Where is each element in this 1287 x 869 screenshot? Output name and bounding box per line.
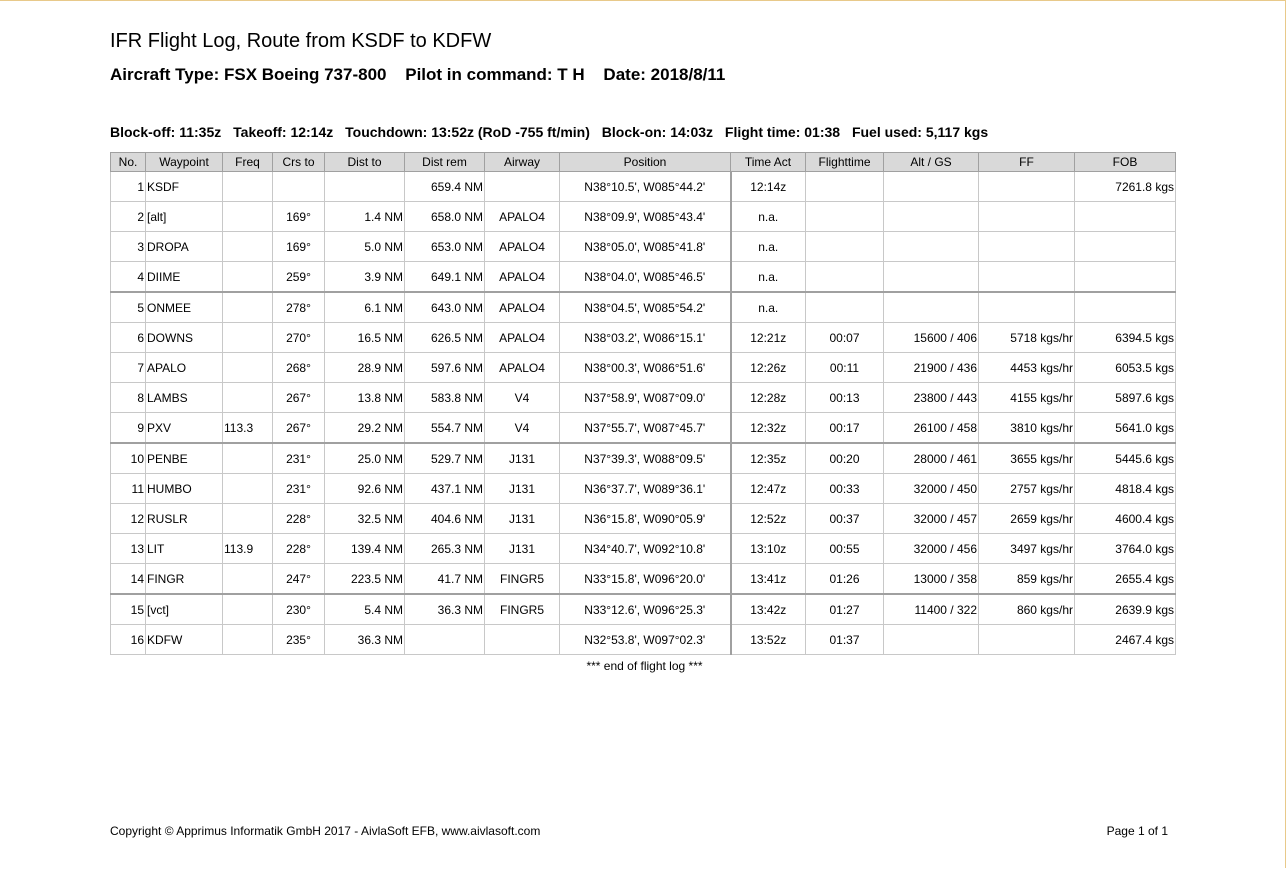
cell-no: 13 <box>111 534 146 564</box>
cell-ff: 860 kgs/hr <box>979 594 1075 625</box>
column-header-airway: Airway <box>485 153 560 172</box>
cell-freq <box>223 202 273 232</box>
column-header-crs-to: Crs to <box>273 153 325 172</box>
cell-ff <box>979 262 1075 293</box>
cell-fob: 5445.6 kgs <box>1075 443 1176 474</box>
cell-airway <box>485 172 560 202</box>
cell-alt-gs: 32000 / 457 <box>884 504 979 534</box>
cell-freq <box>223 564 273 595</box>
cell-flighttime <box>806 292 884 323</box>
cell-position: N38°09.9', W085°43.4' <box>560 202 731 232</box>
cell-position: N37°39.3', W088°09.5' <box>560 443 731 474</box>
cell-waypoint: DIIME <box>146 262 223 293</box>
cell-ff <box>979 625 1075 655</box>
cell-crs-to: 230° <box>273 594 325 625</box>
cell-no: 7 <box>111 353 146 383</box>
cell-flighttime <box>806 172 884 202</box>
cell-waypoint: FINGR <box>146 564 223 595</box>
cell-alt-gs: 11400 / 322 <box>884 594 979 625</box>
cell-position: N37°58.9', W087°09.0' <box>560 383 731 413</box>
cell-ff <box>979 232 1075 262</box>
cell-no: 12 <box>111 504 146 534</box>
cell-flighttime: 00:37 <box>806 504 884 534</box>
cell-airway: APALO4 <box>485 262 560 293</box>
table-row <box>111 594 1176 625</box>
cell-dist-to <box>325 172 405 202</box>
cell-time-act: n.a. <box>731 232 806 262</box>
cell-dist-rem: 554.7 NM <box>405 413 485 444</box>
cell-crs-to: 270° <box>273 323 325 353</box>
cell-fob: 6053.5 kgs <box>1075 353 1176 383</box>
cell-dist-to: 5.0 NM <box>325 232 405 262</box>
cell-waypoint: DOWNS <box>146 323 223 353</box>
cell-fob: 7261.8 kgs <box>1075 172 1176 202</box>
cell-fob: 3764.0 kgs <box>1075 534 1176 564</box>
cell-airway: APALO4 <box>485 202 560 232</box>
cell-waypoint: [alt] <box>146 202 223 232</box>
cell-no: 15 <box>111 594 146 625</box>
cell-ff: 859 kgs/hr <box>979 564 1075 595</box>
cell-freq <box>223 474 273 504</box>
cell-dist-rem: 437.1 NM <box>405 474 485 504</box>
cell-freq <box>223 353 273 383</box>
table-row <box>111 202 1176 232</box>
flight-date: Date: 2018/8/11 <box>603 65 726 84</box>
cell-time-act: 13:52z <box>731 625 806 655</box>
cell-dist-to: 25.0 NM <box>325 443 405 474</box>
table-row <box>111 262 1176 293</box>
cell-airway: J131 <box>485 504 560 534</box>
cell-waypoint: DROPA <box>146 232 223 262</box>
cell-no: 6 <box>111 323 146 353</box>
cell-fob: 2655.4 kgs <box>1075 564 1176 595</box>
cell-dist-rem: 36.3 NM <box>405 594 485 625</box>
cell-fob: 2467.4 kgs <box>1075 625 1176 655</box>
cell-freq <box>223 443 273 474</box>
cell-crs-to <box>273 172 325 202</box>
cell-crs-to: 268° <box>273 353 325 383</box>
cell-airway: J131 <box>485 443 560 474</box>
cell-time-act: 12:14z <box>731 172 806 202</box>
cell-flighttime <box>806 202 884 232</box>
flight-info-line <box>110 65 739 85</box>
page-title: IFR Flight Log, Route from KSDF to KDFW <box>110 30 492 52</box>
column-header-waypoint: Waypoint <box>146 153 223 172</box>
table-body <box>111 172 1176 655</box>
cell-fob: 2639.9 kgs <box>1075 594 1176 625</box>
cell-freq <box>223 232 273 262</box>
cell-freq <box>223 383 273 413</box>
block-off: Block-off: 11:35z <box>110 124 222 140</box>
cell-time-act: 12:28z <box>731 383 806 413</box>
cell-airway: APALO4 <box>485 323 560 353</box>
cell-alt-gs <box>884 625 979 655</box>
cell-alt-gs <box>884 232 979 262</box>
column-header-position: Position <box>560 153 731 172</box>
cell-time-act: 13:42z <box>731 594 806 625</box>
cell-position: N32°53.8', W097°02.3' <box>560 625 731 655</box>
table-row <box>111 172 1176 202</box>
cell-flighttime: 01:37 <box>806 625 884 655</box>
cell-crs-to: 231° <box>273 474 325 504</box>
fuel-used: Fuel used: 5,117 kgs <box>851 124 989 140</box>
cell-airway: APALO4 <box>485 353 560 383</box>
cell-freq <box>223 292 273 323</box>
cell-time-act: n.a. <box>731 202 806 232</box>
cell-no: 5 <box>111 292 146 323</box>
cell-crs-to: 169° <box>273 232 325 262</box>
cell-alt-gs <box>884 292 979 323</box>
cell-alt-gs <box>884 202 979 232</box>
column-header-time-act: Time Act <box>731 153 806 172</box>
footer-page-number: Page 1 of 1 <box>1106 824 1168 838</box>
column-header-dist-rem: Dist rem <box>405 153 485 172</box>
cell-fob <box>1075 262 1176 293</box>
table-row <box>111 564 1176 595</box>
table-row <box>111 474 1176 504</box>
cell-crs-to: 228° <box>273 534 325 564</box>
cell-no: 8 <box>111 383 146 413</box>
cell-time-act: n.a. <box>731 292 806 323</box>
table-row <box>111 323 1176 353</box>
cell-freq: 113.3 <box>223 413 273 444</box>
cell-position: N37°55.7', W087°45.7' <box>560 413 731 444</box>
cell-waypoint: KSDF <box>146 172 223 202</box>
cell-ff: 4155 kgs/hr <box>979 383 1075 413</box>
cell-position: N38°04.5', W085°54.2' <box>560 292 731 323</box>
cell-ff <box>979 292 1075 323</box>
cell-time-act: n.a. <box>731 262 806 293</box>
cell-ff: 4453 kgs/hr <box>979 353 1075 383</box>
cell-flighttime: 01:26 <box>806 564 884 595</box>
cell-time-act: 12:21z <box>731 323 806 353</box>
cell-flighttime <box>806 262 884 293</box>
cell-dist-rem: 649.1 NM <box>405 262 485 293</box>
table-row <box>111 383 1176 413</box>
cell-freq <box>223 323 273 353</box>
cell-dist-rem: 404.6 NM <box>405 504 485 534</box>
table-row <box>111 232 1176 262</box>
cell-flighttime: 00:17 <box>806 413 884 444</box>
flight-summary <box>110 124 996 140</box>
cell-dist-rem: 643.0 NM <box>405 292 485 323</box>
cell-waypoint: HUMBO <box>146 474 223 504</box>
table-row <box>111 625 1176 655</box>
cell-dist-rem: 529.7 NM <box>405 443 485 474</box>
column-header-dist-to: Dist to <box>325 153 405 172</box>
cell-fob: 6394.5 kgs <box>1075 323 1176 353</box>
cell-waypoint: RUSLR <box>146 504 223 534</box>
cell-waypoint: APALO <box>146 353 223 383</box>
cell-position: N36°15.8', W090°05.9' <box>560 504 731 534</box>
cell-dist-to: 32.5 NM <box>325 504 405 534</box>
cell-dist-to: 13.8 NM <box>325 383 405 413</box>
cell-airway: APALO4 <box>485 232 560 262</box>
cell-no: 3 <box>111 232 146 262</box>
cell-no: 4 <box>111 262 146 293</box>
cell-freq <box>223 172 273 202</box>
cell-airway: APALO4 <box>485 292 560 323</box>
cell-time-act: 12:47z <box>731 474 806 504</box>
touchdown: Touchdown: 13:52z (RoD -755 ft/min) <box>345 124 590 140</box>
cell-dist-to: 28.9 NM <box>325 353 405 383</box>
cell-freq <box>223 504 273 534</box>
cell-alt-gs <box>884 262 979 293</box>
column-header-flighttime: Flighttime <box>806 153 884 172</box>
cell-alt-gs: 28000 / 461 <box>884 443 979 474</box>
cell-dist-to: 92.6 NM <box>325 474 405 504</box>
cell-ff: 2757 kgs/hr <box>979 474 1075 504</box>
cell-position: N38°05.0', W085°41.8' <box>560 232 731 262</box>
cell-position: N38°04.0', W085°46.5' <box>560 262 731 293</box>
cell-time-act: 13:10z <box>731 534 806 564</box>
aircraft-type: Aircraft Type: FSX Boeing 737-800 <box>110 65 387 84</box>
cell-no: 9 <box>111 413 146 444</box>
cell-dist-to: 36.3 NM <box>325 625 405 655</box>
cell-alt-gs: 13000 / 358 <box>884 564 979 595</box>
cell-airway: J131 <box>485 534 560 564</box>
cell-flighttime: 00:11 <box>806 353 884 383</box>
column-header-alt-gs: Alt / GS <box>884 153 979 172</box>
cell-dist-to: 223.5 NM <box>325 564 405 595</box>
cell-position: N38°00.3', W086°51.6' <box>560 353 731 383</box>
cell-dist-to: 3.9 NM <box>325 262 405 293</box>
cell-crs-to: 267° <box>273 383 325 413</box>
cell-fob: 5641.0 kgs <box>1075 413 1176 444</box>
cell-time-act: 12:26z <box>731 353 806 383</box>
cell-ff: 3655 kgs/hr <box>979 443 1075 474</box>
table-row <box>111 504 1176 534</box>
cell-waypoint: KDFW <box>146 625 223 655</box>
cell-alt-gs: 21900 / 436 <box>884 353 979 383</box>
cell-waypoint: ONMEE <box>146 292 223 323</box>
cell-position: N33°15.8', W096°20.0' <box>560 564 731 595</box>
cell-waypoint: PXV <box>146 413 223 444</box>
cell-dist-to: 139.4 NM <box>325 534 405 564</box>
cell-dist-to: 16.5 NM <box>325 323 405 353</box>
cell-flighttime: 00:07 <box>806 323 884 353</box>
cell-flighttime: 00:33 <box>806 474 884 504</box>
cell-flighttime: 00:20 <box>806 443 884 474</box>
cell-time-act: 13:41z <box>731 564 806 595</box>
cell-position: N34°40.7', W092°10.8' <box>560 534 731 564</box>
cell-no: 11 <box>111 474 146 504</box>
cell-crs-to: 259° <box>273 262 325 293</box>
cell-crs-to: 169° <box>273 202 325 232</box>
cell-freq <box>223 262 273 293</box>
cell-alt-gs: 26100 / 458 <box>884 413 979 444</box>
cell-time-act: 12:52z <box>731 504 806 534</box>
cell-crs-to: 235° <box>273 625 325 655</box>
cell-fob: 5897.6 kgs <box>1075 383 1176 413</box>
column-header-freq: Freq <box>223 153 273 172</box>
cell-alt-gs <box>884 172 979 202</box>
footer-copyright: Copyright © Apprimus Informatik GmbH 2017 - AivlaSoft EFB, www.aivlasoft.com <box>110 824 541 838</box>
cell-alt-gs: 23800 / 443 <box>884 383 979 413</box>
cell-flighttime: 01:27 <box>806 594 884 625</box>
takeoff: Takeoff: 12:14z <box>233 124 334 140</box>
cell-airway: J131 <box>485 474 560 504</box>
cell-dist-to: 6.1 NM <box>325 292 405 323</box>
cell-flighttime: 00:55 <box>806 534 884 564</box>
cell-crs-to: 278° <box>273 292 325 323</box>
cell-ff <box>979 202 1075 232</box>
flight-log-table <box>110 152 1176 655</box>
cell-ff: 2659 kgs/hr <box>979 504 1075 534</box>
cell-dist-rem: 265.3 NM <box>405 534 485 564</box>
cell-ff: 5718 kgs/hr <box>979 323 1075 353</box>
cell-time-act: 12:32z <box>731 413 806 444</box>
cell-freq <box>223 594 273 625</box>
cell-position: N36°37.7', W089°36.1' <box>560 474 731 504</box>
cell-no: 2 <box>111 202 146 232</box>
cell-crs-to: 228° <box>273 504 325 534</box>
table-row <box>111 534 1176 564</box>
pilot-in-command: Pilot in command: T H <box>405 65 585 84</box>
cell-dist-rem: 41.7 NM <box>405 564 485 595</box>
cell-crs-to: 267° <box>273 413 325 444</box>
cell-alt-gs: 32000 / 450 <box>884 474 979 504</box>
cell-dist-rem: 597.6 NM <box>405 353 485 383</box>
table-row <box>111 353 1176 383</box>
cell-ff: 3810 kgs/hr <box>979 413 1075 444</box>
cell-dist-rem: 658.0 NM <box>405 202 485 232</box>
cell-alt-gs: 15600 / 406 <box>884 323 979 353</box>
cell-airway: V4 <box>485 413 560 444</box>
cell-waypoint: LIT <box>146 534 223 564</box>
cell-position: N38°10.5', W085°44.2' <box>560 172 731 202</box>
cell-airway: FINGR5 <box>485 564 560 595</box>
table-header-row <box>111 153 1176 172</box>
cell-fob <box>1075 232 1176 262</box>
end-of-log-note <box>0 659 1287 673</box>
table-row <box>111 292 1176 323</box>
cell-freq: 113.9 <box>223 534 273 564</box>
column-header-fob: FOB <box>1075 153 1176 172</box>
cell-ff: 3497 kgs/hr <box>979 534 1075 564</box>
cell-dist-rem: 659.4 NM <box>405 172 485 202</box>
cell-no: 16 <box>111 625 146 655</box>
cell-dist-rem: 653.0 NM <box>405 232 485 262</box>
cell-time-act: 12:35z <box>731 443 806 474</box>
cell-position: N33°12.6', W096°25.3' <box>560 594 731 625</box>
block-on: Block-on: 14:03z <box>601 124 714 140</box>
flight-time: Flight time: 01:38 <box>724 124 841 140</box>
cell-airway <box>485 625 560 655</box>
cell-airway: V4 <box>485 383 560 413</box>
cell-dist-rem: 626.5 NM <box>405 323 485 353</box>
cell-no: 14 <box>111 564 146 595</box>
cell-dist-rem: 583.8 NM <box>405 383 485 413</box>
cell-fob: 4818.4 kgs <box>1075 474 1176 504</box>
cell-dist-rem <box>405 625 485 655</box>
cell-fob <box>1075 292 1176 323</box>
table-row <box>111 413 1176 444</box>
cell-waypoint: LAMBS <box>146 383 223 413</box>
cell-waypoint: [vct] <box>146 594 223 625</box>
cell-crs-to: 231° <box>273 443 325 474</box>
table-row <box>111 443 1176 474</box>
cell-no: 1 <box>111 172 146 202</box>
cell-flighttime <box>806 232 884 262</box>
cell-fob <box>1075 202 1176 232</box>
cell-crs-to: 247° <box>273 564 325 595</box>
column-header-ff: FF <box>979 153 1075 172</box>
cell-freq <box>223 625 273 655</box>
column-header-no: No. <box>111 153 146 172</box>
cell-ff <box>979 172 1075 202</box>
cell-fob: 4600.4 kgs <box>1075 504 1176 534</box>
cell-position: N38°03.2', W086°15.1' <box>560 323 731 353</box>
cell-dist-to: 1.4 NM <box>325 202 405 232</box>
cell-flighttime: 00:13 <box>806 383 884 413</box>
cell-no: 10 <box>111 443 146 474</box>
cell-waypoint: PENBE <box>146 443 223 474</box>
cell-dist-to: 29.2 NM <box>325 413 405 444</box>
cell-airway: FINGR5 <box>485 594 560 625</box>
cell-dist-to: 5.4 NM <box>325 594 405 625</box>
cell-alt-gs: 32000 / 456 <box>884 534 979 564</box>
end-of-log-text: *** end of flight log *** <box>586 659 703 673</box>
